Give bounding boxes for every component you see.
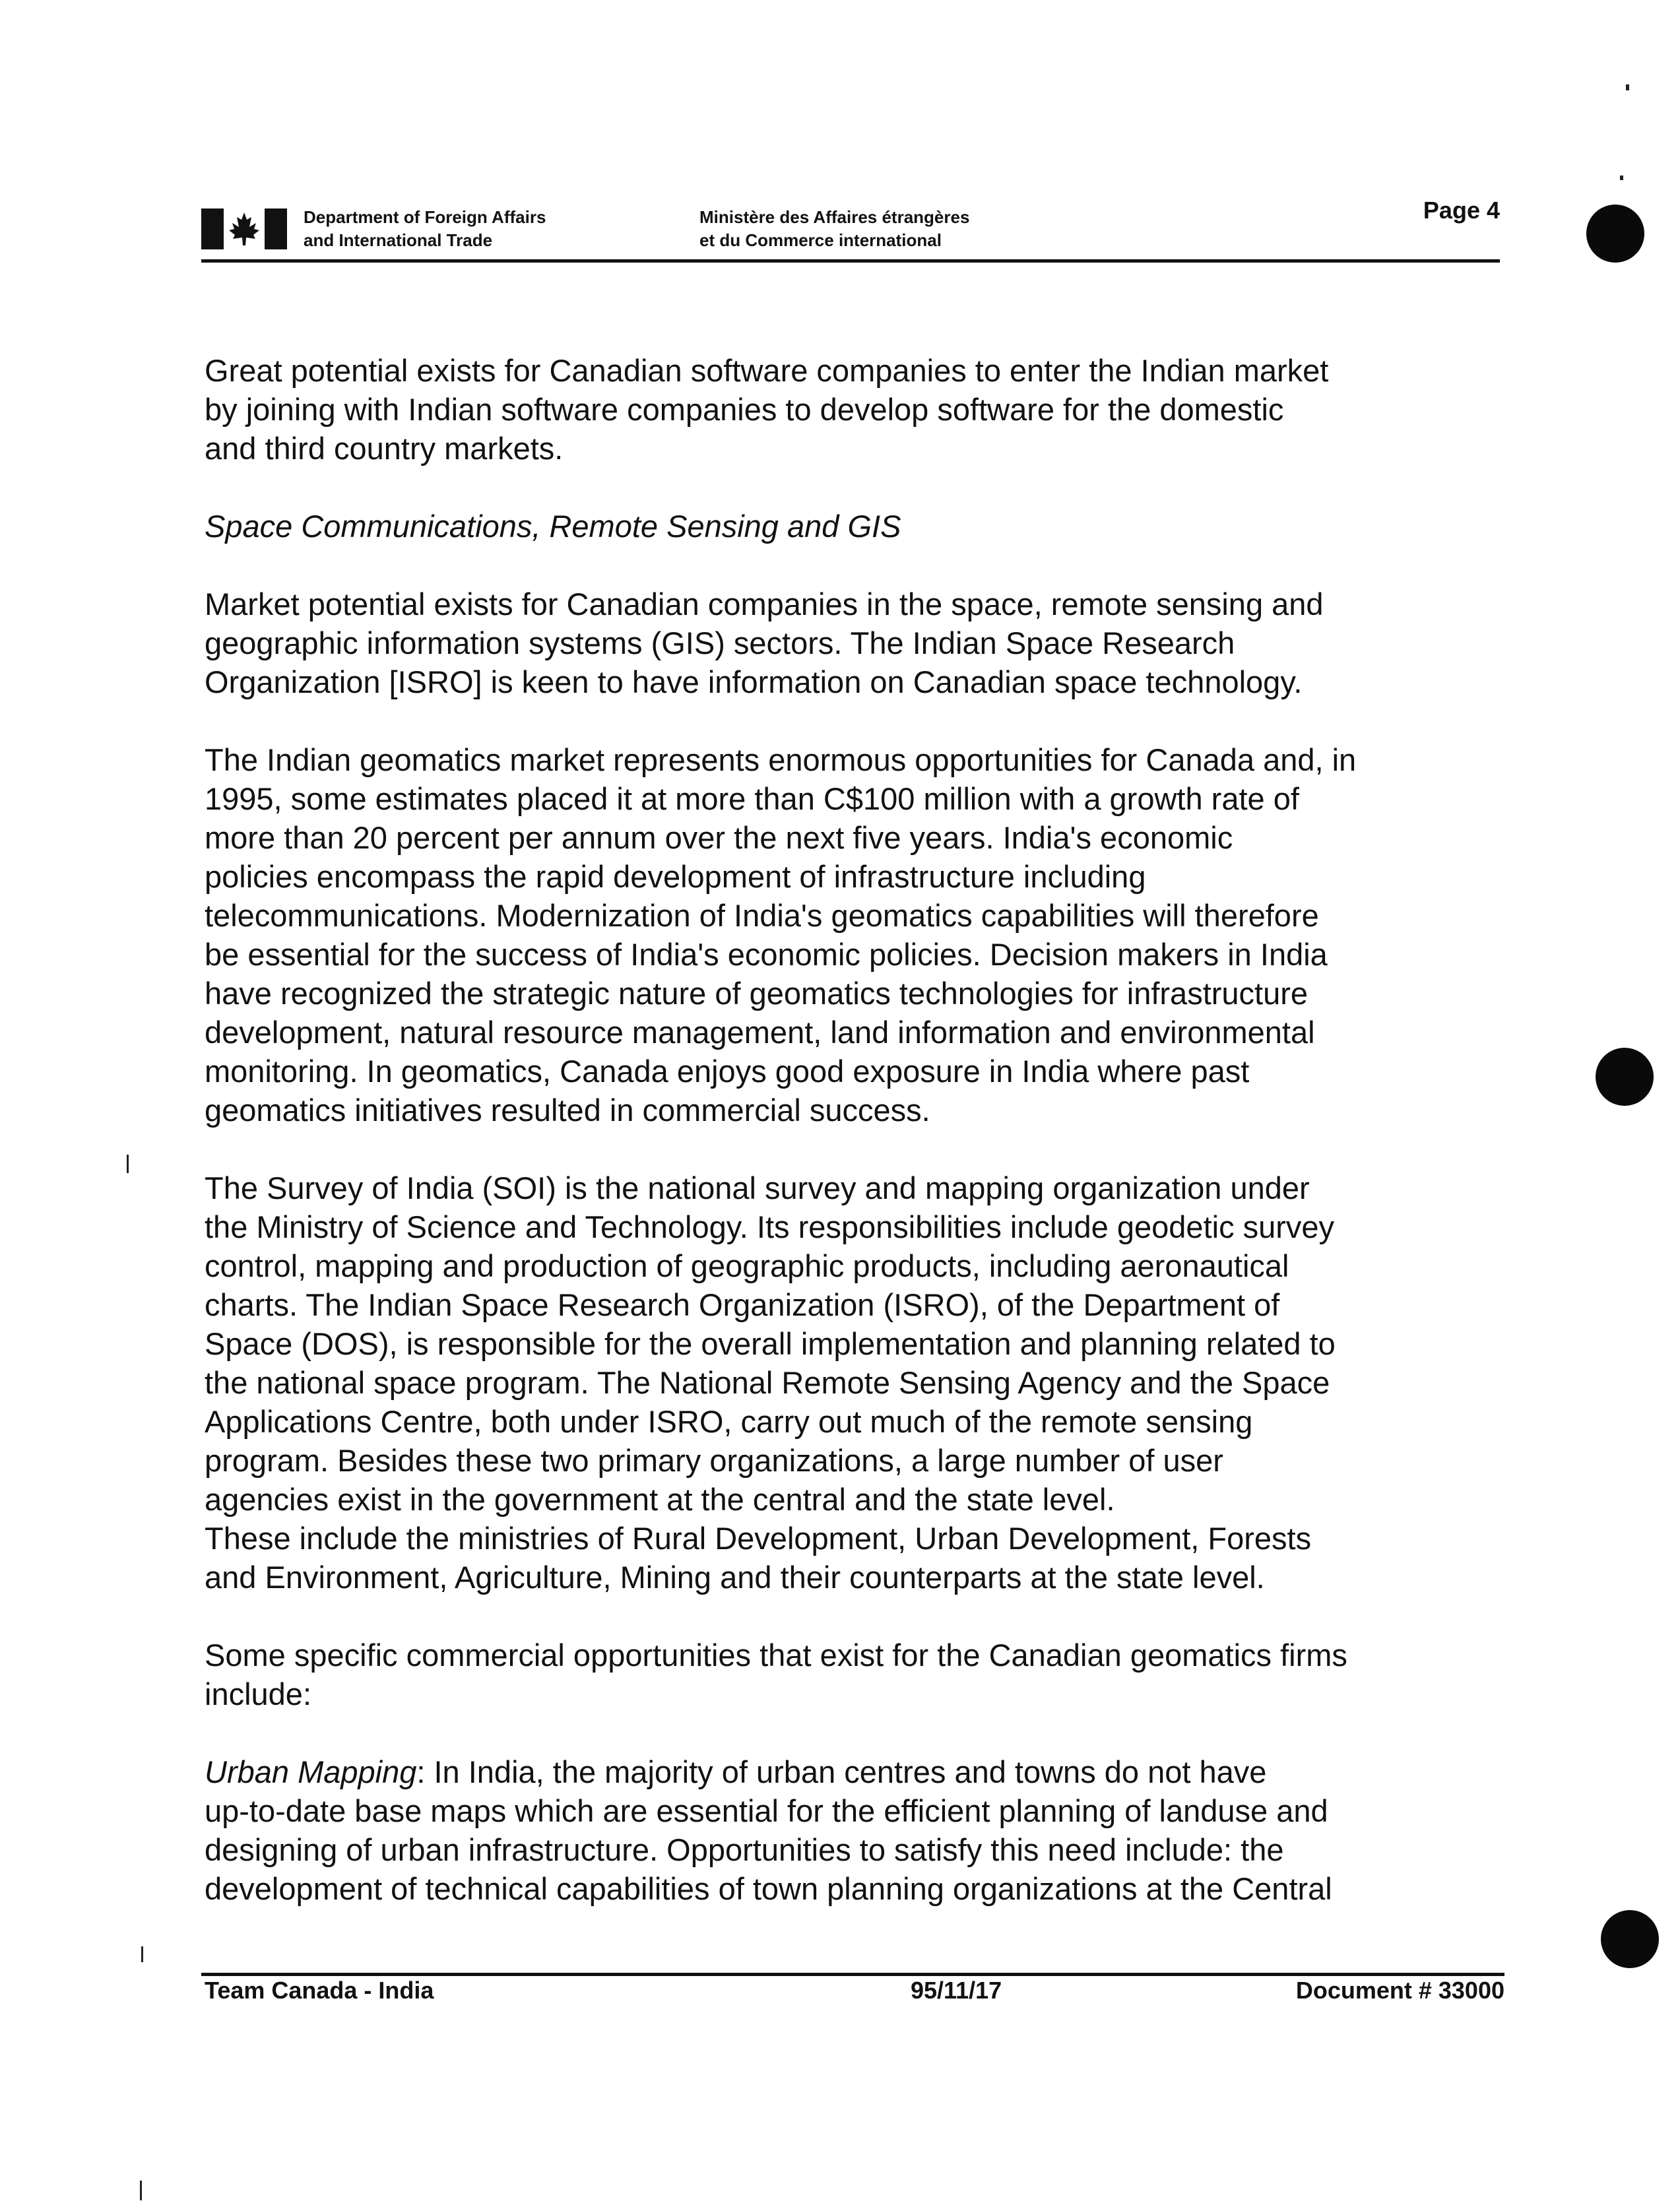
text-line: be essential for the success of India's economic policies. Decision makers in India <box>205 937 1328 972</box>
scan-speck <box>1620 176 1623 180</box>
text-line: more than 20 percent per annum over the next five years. India's economic <box>205 820 1233 855</box>
paragraph-survey-of-india <box>205 1168 1518 1597</box>
scan-speck <box>140 2181 142 2200</box>
text-line: Applications Centre, both under ISRO, carry out much of the remote sensing <box>205 1404 1253 1439</box>
footer-divider <box>201 1973 1504 1976</box>
text-line: designing of urban infrastructure. Opportunities to satisfy this need include: the <box>205 1832 1284 1867</box>
binder-hole-bottom <box>1601 1910 1659 1968</box>
text-line: policies encompass the rapid development of infrastructure including <box>205 859 1146 894</box>
text-line <box>205 1752 1518 1791</box>
page-number: Page 4 <box>1423 197 1500 224</box>
paragraph-market-potential <box>205 585 1518 701</box>
binder-hole-top <box>1586 205 1644 263</box>
text-line: The Survey of India (SOI) is the national survey and mapping organization under <box>205 1170 1310 1205</box>
text-line: have recognized the strategic nature of geomatics technologies for infrastructure <box>205 976 1308 1011</box>
text-line: and third country markets. <box>205 431 564 466</box>
text-line: development, natural resource management, land information and environmental <box>205 1015 1315 1050</box>
scan-speck <box>127 1155 129 1173</box>
dept-en-line-1: Department of Foreign Affairs <box>304 207 546 227</box>
text-line: by joining with Indian software companies to develop software for the domestic <box>205 392 1284 427</box>
text-line: 1995, some estimates placed it at more than C$100 million with a growth rate of <box>205 781 1299 816</box>
paragraph-urban-mapping <box>205 1752 1518 1908</box>
text-line: and Environment, Agriculture, Mining and their counterparts at the state level. <box>205 1560 1265 1595</box>
text-line: Some specific commercial opportunities that exist for the Canadian geomatics firms <box>205 1638 1347 1673</box>
text-line: development of technical capabilities of town planning organizations at the Central <box>205 1871 1332 1906</box>
text-line: telecommunications. Modernization of India's geomatics capabilities will therefore <box>205 898 1319 933</box>
text-line: geographic information systems (GIS) sectors. The Indian Space Research <box>205 625 1235 660</box>
text-line: the national space program. The National Remote Sensing Agency and the Space <box>205 1365 1330 1400</box>
text-line: Market potential exists for Canadian companies in the space, remote sensing and <box>205 587 1324 622</box>
scan-speck <box>141 1946 143 1962</box>
text-line: up-to-date base maps which are essential for the efficient planning of landuse and <box>205 1793 1328 1828</box>
page-header <box>201 197 1500 263</box>
text-line: include: <box>205 1677 311 1711</box>
footer-mission: Team Canada - India <box>205 1977 434 2004</box>
text-line: the Ministry of Science and Technology. Its responsibilities include geodetic survey <box>205 1209 1335 1244</box>
paragraph-opportunities-intro <box>205 1636 1518 1713</box>
text-line: geomatics initiatives resulted in commercial success. <box>205 1093 930 1128</box>
text-line: These include the ministries of Rural Development, Urban Development, Forests <box>205 1521 1312 1556</box>
section-heading <box>205 507 1518 546</box>
footer-date: 95/11/17 <box>911 1977 1002 2004</box>
canada-flag-logo <box>201 208 287 249</box>
text-line: The Indian geomatics market represents enormous opportunities for Canada and, in <box>205 742 1357 777</box>
text-line: Great potential exists for Canadian software companies to enter the Indian market <box>205 353 1329 388</box>
department-name-french <box>699 206 969 252</box>
text-line: Organization [ISRO] is keen to have information on Canadian space technology. <box>205 664 1303 699</box>
text-line: charts. The Indian Space Research Organization (ISRO), of the Department of <box>205 1287 1280 1322</box>
department-name-english <box>304 206 546 252</box>
text-line: Space (DOS), is responsible for the overall implementation and planning related to <box>205 1326 1336 1361</box>
dept-en-line-2: and International Trade <box>304 230 493 250</box>
dept-fr-line-2: et du Commerce international <box>699 230 942 250</box>
text-line: monitoring. In geomatics, Canada enjoys good exposure in India where past <box>205 1054 1250 1089</box>
text-line: agencies exist in the government at the central and the state level. <box>205 1482 1115 1517</box>
paragraph-software <box>205 351 1518 468</box>
dept-fr-line-1: Ministère des Affaires étrangères <box>699 207 970 227</box>
paragraph-geomatics-market <box>205 740 1518 1130</box>
scan-speck <box>1626 84 1629 90</box>
text-line: program. Besides these two primary organizations, a large number of user <box>205 1443 1223 1478</box>
urban-mapping-lead: Urban Mapping <box>205 1754 417 1789</box>
section-heading-text: Space Communications, Remote Sensing and GIS <box>205 509 901 544</box>
urban-mapping-first-line: : In India, the majority of urban centres and towns do not have <box>416 1754 1267 1789</box>
header-divider <box>201 259 1500 263</box>
footer-document-number: Document # 33000 <box>1295 1977 1504 2004</box>
text-line: control, mapping and production of geographic products, including aeronautical <box>205 1248 1289 1283</box>
binder-hole-middle <box>1596 1048 1654 1106</box>
body-text <box>205 351 1518 1908</box>
